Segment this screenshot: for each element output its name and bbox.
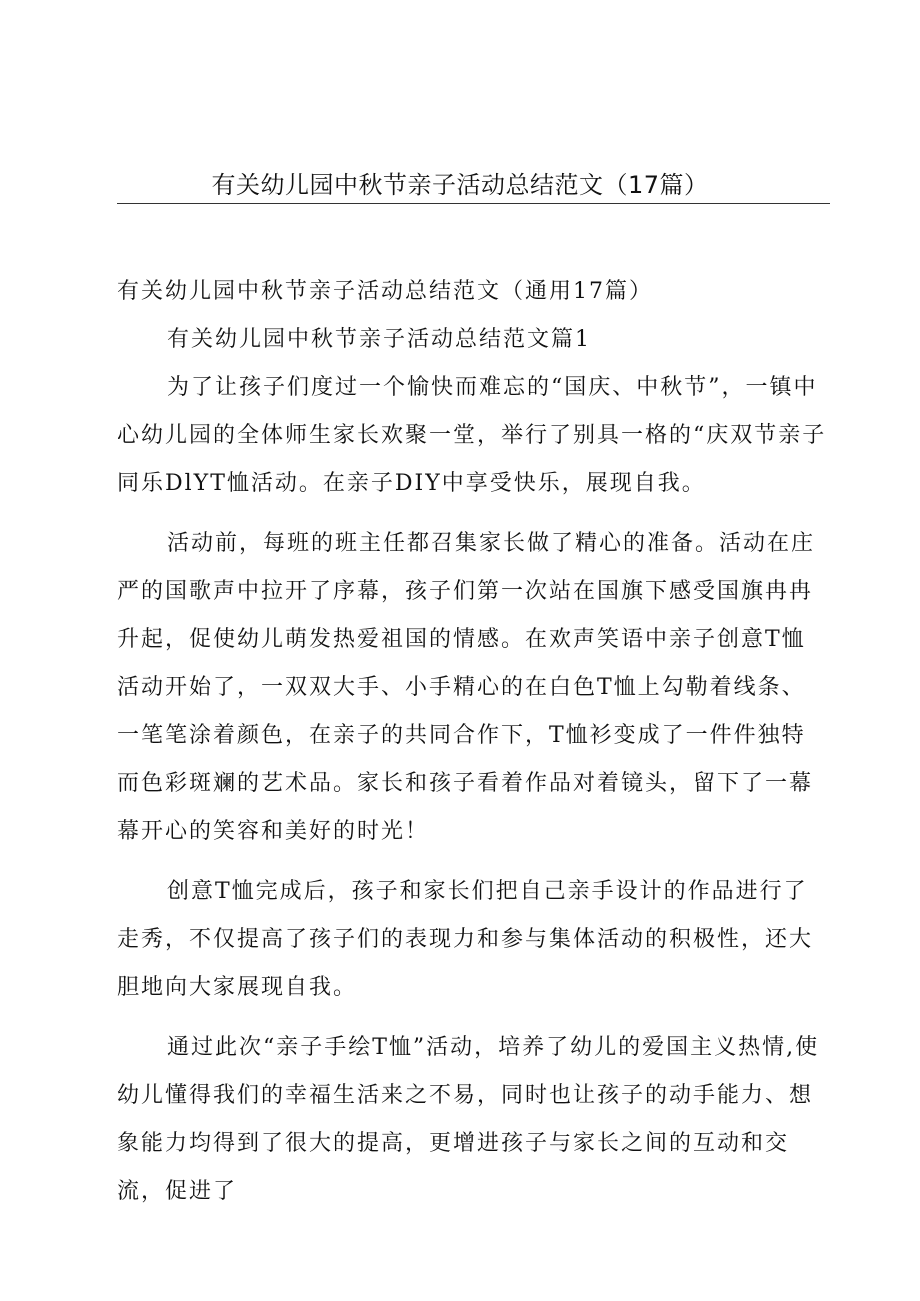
document-subtitle: 有关幼儿园中秋节亲子活动总结范文（通用17篇） (117, 279, 653, 304)
paragraph-3: 创意T恤完成后，孩子和家长们把自己亲手设计的作品进行了走秀，不仅提高了孩子们的表现力和参与集体活动的积极性，还大胆地向大家展现自我。 (117, 879, 814, 1000)
section-heading: 有关幼儿园中秋节亲子活动总结范文篇1 (167, 327, 591, 352)
paragraph-2: 活动前，每班的班主任都召集家长做了精心的准备。活动在庄严的国歌声中拉开了序幕，孩子们第一次站在国旗下感受国旗冉冉升起，促使幼儿萌发热爱祖国的情感。在欢声笑语中亲子创意T恤活动开始了，一双双大手、小手精心的在白色T恤上勾勒着线条、一笔笔涂着颜色，在亲子的共同合作下，T恤衫变成了一件件独特而色彩斑斓的艺术品。家长和孩子看着作品对着镜头，留下了一幕幕开心的笑容和美好的时光！ (117, 531, 816, 844)
document-body (117, 268, 829, 1216)
title-underline (117, 203, 830, 204)
paragraph-1: 为了让孩子们度过一个愉快而难忘的“国庆、中秋节”，一镇中心幼儿园的全体师生家长欢聚一堂，举行了别具一格的“庆双节亲子同乐DlYT恤活动。在亲子DIY中享受快乐，展现自我。 (117, 375, 827, 496)
document-title: 有关幼儿园中秋节亲子活动总结范文（17篇） (211, 171, 709, 199)
paragraph-4: 通过此次“亲子手绘T恤”活动，培养了幼儿的爱国主义热情,使幼儿懂得我们的幸福生活来之不易，同时也让孩子的动手能力、想象能力均得到了很大的提高，更增进孩子与家长之间的互动和交流，促进了 (117, 1035, 820, 1204)
